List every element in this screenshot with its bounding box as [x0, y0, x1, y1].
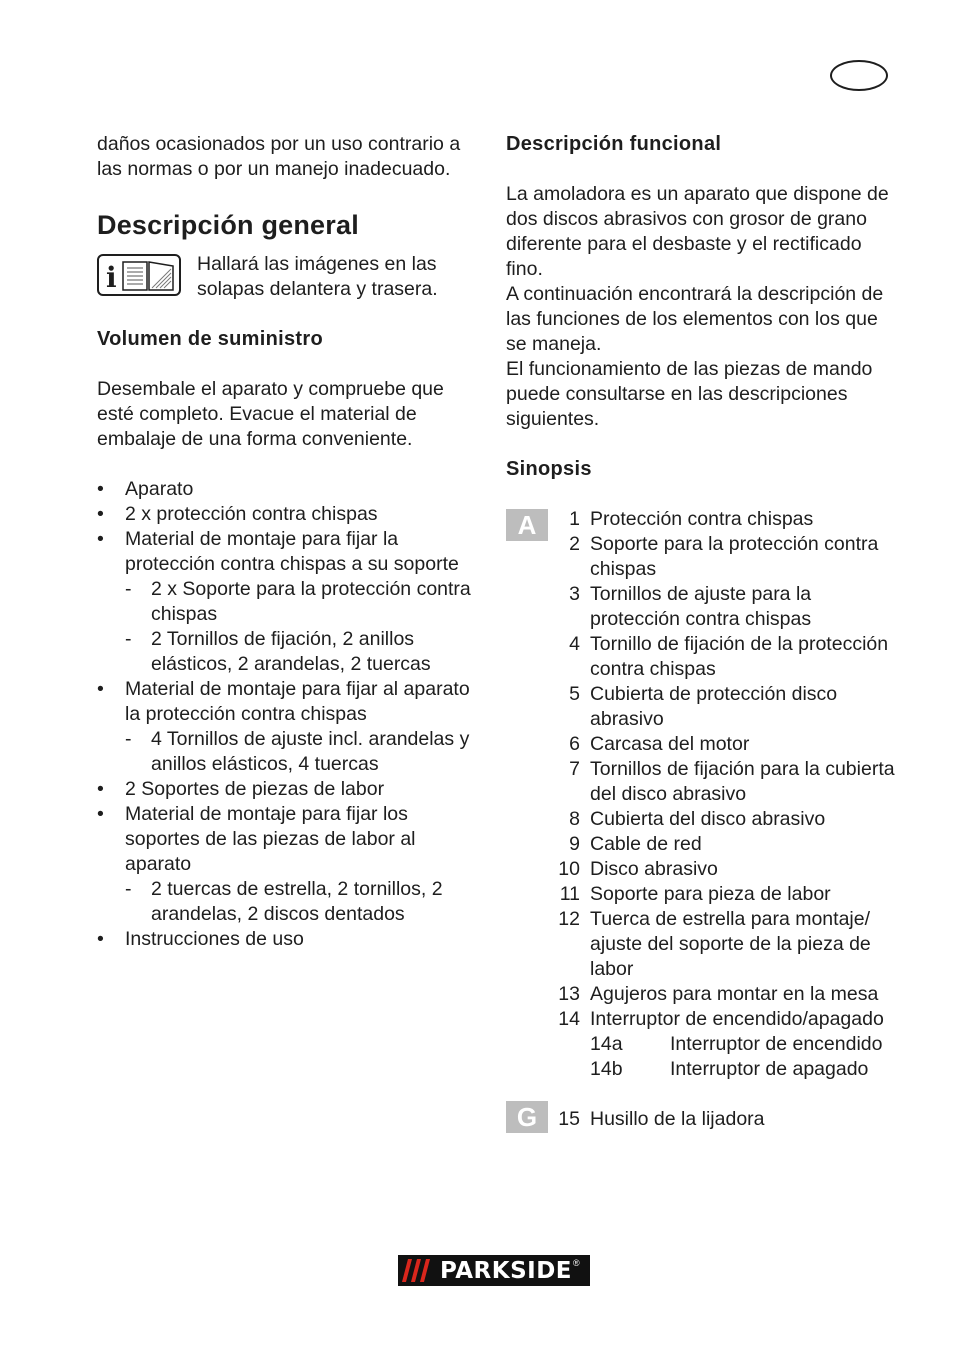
logo-text: PARKSIDE: [440, 1257, 573, 1284]
synopsis-subitem: [590, 1057, 896, 1082]
synopsis-subitem-text: Interruptor de encendido: [670, 1033, 883, 1055]
synopsis-item-number: 13: [558, 983, 580, 1005]
sub-list-item: - 2 Tornillos de fijación, 2 anillos elásticos, 2 arandelas, 2 tuercas: [125, 627, 482, 677]
synopsis-item-text: Cubierta de protección disco abrasivo: [590, 683, 838, 730]
sub-list-item: - 4 Tornillos de ajuste incl. arandelas y anillos elásticos, 4 tuercas: [125, 727, 482, 777]
synopsis-figure-g: [506, 1102, 896, 1132]
synopsis-item-number: 3: [569, 583, 580, 605]
registered-mark: ®: [573, 1258, 580, 1268]
synopsis-item: [554, 857, 896, 882]
sub-list-item: - 2 tuercas de estrella, 2 tornillos, 2 arandelas, 2 discos dentados: [125, 877, 482, 927]
synopsis-item: [554, 832, 896, 857]
synopsis-item: [554, 532, 896, 582]
synopsis-item-text: Cubierta del disco abrasivo: [590, 808, 826, 830]
synopsis-item-text: Interruptor de encendido/apagado: [590, 1008, 884, 1030]
synopsis-item-text: Tuerca de estrella para montaje/ ajuste del soporte de la pieza de labor: [590, 908, 871, 980]
synopsis-item-text: Tornillo de fijación de la protección contra chispas: [590, 633, 889, 680]
synopsis-item-text: Cable de red: [590, 833, 702, 855]
supply-heading: Volumen de suministro: [97, 328, 323, 350]
synopsis-subitem-number: 14b: [590, 1058, 623, 1080]
synopsis-item: [554, 882, 896, 907]
synopsis-item-number: 12: [558, 908, 580, 930]
synopsis-item: [554, 1007, 896, 1032]
supply-text: Desembale el aparato y compruebe que esté completo. Evacue el material de embalaje de una forma conveniente.: [97, 378, 444, 450]
synopsis-item-number: 7: [569, 758, 580, 780]
synopsis-list-g: [554, 1107, 896, 1132]
synopsis-item-number: 5: [569, 683, 580, 705]
synopsis-item-number: 6: [569, 733, 580, 755]
synopsis-item-number: 10: [558, 858, 580, 880]
synopsis-item-text: Tornillos de ajuste para la protección contra chispas: [590, 583, 812, 630]
synopsis-item: [554, 682, 896, 732]
right-column: [506, 132, 896, 1132]
synopsis-item-number: 15: [558, 1108, 580, 1130]
synopsis-item-number: 11: [559, 883, 580, 905]
synopsis-heading: Sinopsis: [506, 458, 592, 480]
figure-label-a: A: [506, 509, 548, 541]
synopsis-item-text: Carcasa del motor: [590, 733, 750, 755]
func-heading: Descripción funcional: [506, 133, 722, 155]
list-item: • Material de montaje para fijar los soportes de las piezas de labor al aparato - 2 tuercas de estrella, 2 tornillos, 2 arandelas, 2 discos dentados: [97, 802, 482, 927]
synopsis-item-text: Agujeros para montar en la mesa: [590, 983, 879, 1005]
synopsis-item: [554, 632, 896, 682]
synopsis-subitem: [590, 1032, 896, 1057]
synopsis-item: [554, 757, 896, 807]
synopsis-sublist: [554, 1032, 896, 1082]
synopsis-item: [554, 732, 896, 757]
synopsis-item-number: 1: [569, 508, 580, 530]
synopsis-item-number: 8: [569, 808, 580, 830]
synopsis-item-number: 2: [569, 533, 580, 555]
synopsis-subitem-number: 14a: [590, 1033, 623, 1055]
svg-text:i: i: [106, 261, 117, 294]
synopsis-item: [554, 1107, 896, 1132]
list-item: • Aparato: [97, 477, 482, 502]
synopsis-item-number: 4: [569, 633, 580, 655]
language-oval-icon: [830, 60, 888, 91]
synopsis-item: [554, 907, 896, 982]
section-title: Descripción general: [97, 210, 359, 240]
list-item: • Material de montaje para fijar al aparato la protección contra chispas - 4 Tornillos de ajuste incl. arandelas y anillos elásticos, 4 tuercas: [97, 677, 482, 777]
synopsis-item: [554, 582, 896, 632]
synopsis-list-a: [554, 507, 896, 1032]
left-column: [97, 132, 482, 952]
synopsis-item: [554, 507, 896, 532]
synopsis-subitem-text: Interruptor de apagado: [670, 1058, 869, 1080]
func-paragraph-3: El funcionamiento de las piezas de mando puede consultarse en las descripciones siguientes.: [506, 358, 873, 430]
list-item: • Instrucciones de uso: [97, 927, 482, 952]
info-book-icon: [97, 254, 181, 296]
sub-list-item: - 2 x Soporte para la protección contra chispas: [125, 577, 482, 627]
parkside-logo: [398, 1255, 590, 1286]
synopsis-item-number: 14: [558, 1008, 580, 1030]
info-text: Hallará las imágenes en las solapas delantera y trasera.: [197, 253, 438, 300]
synopsis-item-text: Protección contra chispas: [590, 508, 814, 530]
logo-stripes-icon: [398, 1255, 434, 1286]
synopsis-item-text: Soporte para la protección contra chispas: [590, 533, 879, 580]
synopsis-item: [554, 982, 896, 1007]
synopsis-item-number: 9: [569, 833, 580, 855]
synopsis-figure-a: [506, 507, 896, 1082]
synopsis-item-text: Disco abrasivo: [590, 858, 718, 880]
info-note: [97, 252, 482, 302]
synopsis-item-text: Tornillos de fijación para la cubierta del disco abrasivo: [590, 758, 895, 805]
synopsis-item: [554, 807, 896, 832]
func-paragraph-2: A continuación encontrará la descripción de las funciones de los elementos con los que se maneja.: [506, 283, 884, 355]
list-item: • Material de montaje para fijar la protección contra chispas a su soporte - 2 x Soporte para la protección contra chispas - 2 Tornillos de fijación, 2 anillos elásticos, 2 arandelas, 2 tuercas: [97, 527, 482, 677]
func-paragraph-1: La amoladora es un aparato que dispone de dos discos abrasivos con grosor de grano diferente para el desbaste y el rectificado fino.: [506, 183, 889, 280]
supply-list: [97, 477, 482, 952]
list-item: • 2 Soportes de piezas de labor: [97, 777, 482, 802]
synopsis-item-text: Soporte para pieza de labor: [590, 883, 831, 905]
list-item: • 2 x protección contra chispas: [97, 502, 482, 527]
figure-label-g: G: [506, 1101, 548, 1133]
intro-text: daños ocasionados por un uso contrario a las normas o por un manejo inadecuado.: [97, 133, 461, 180]
synopsis-item-text: Husillo de la lijadora: [590, 1108, 765, 1130]
